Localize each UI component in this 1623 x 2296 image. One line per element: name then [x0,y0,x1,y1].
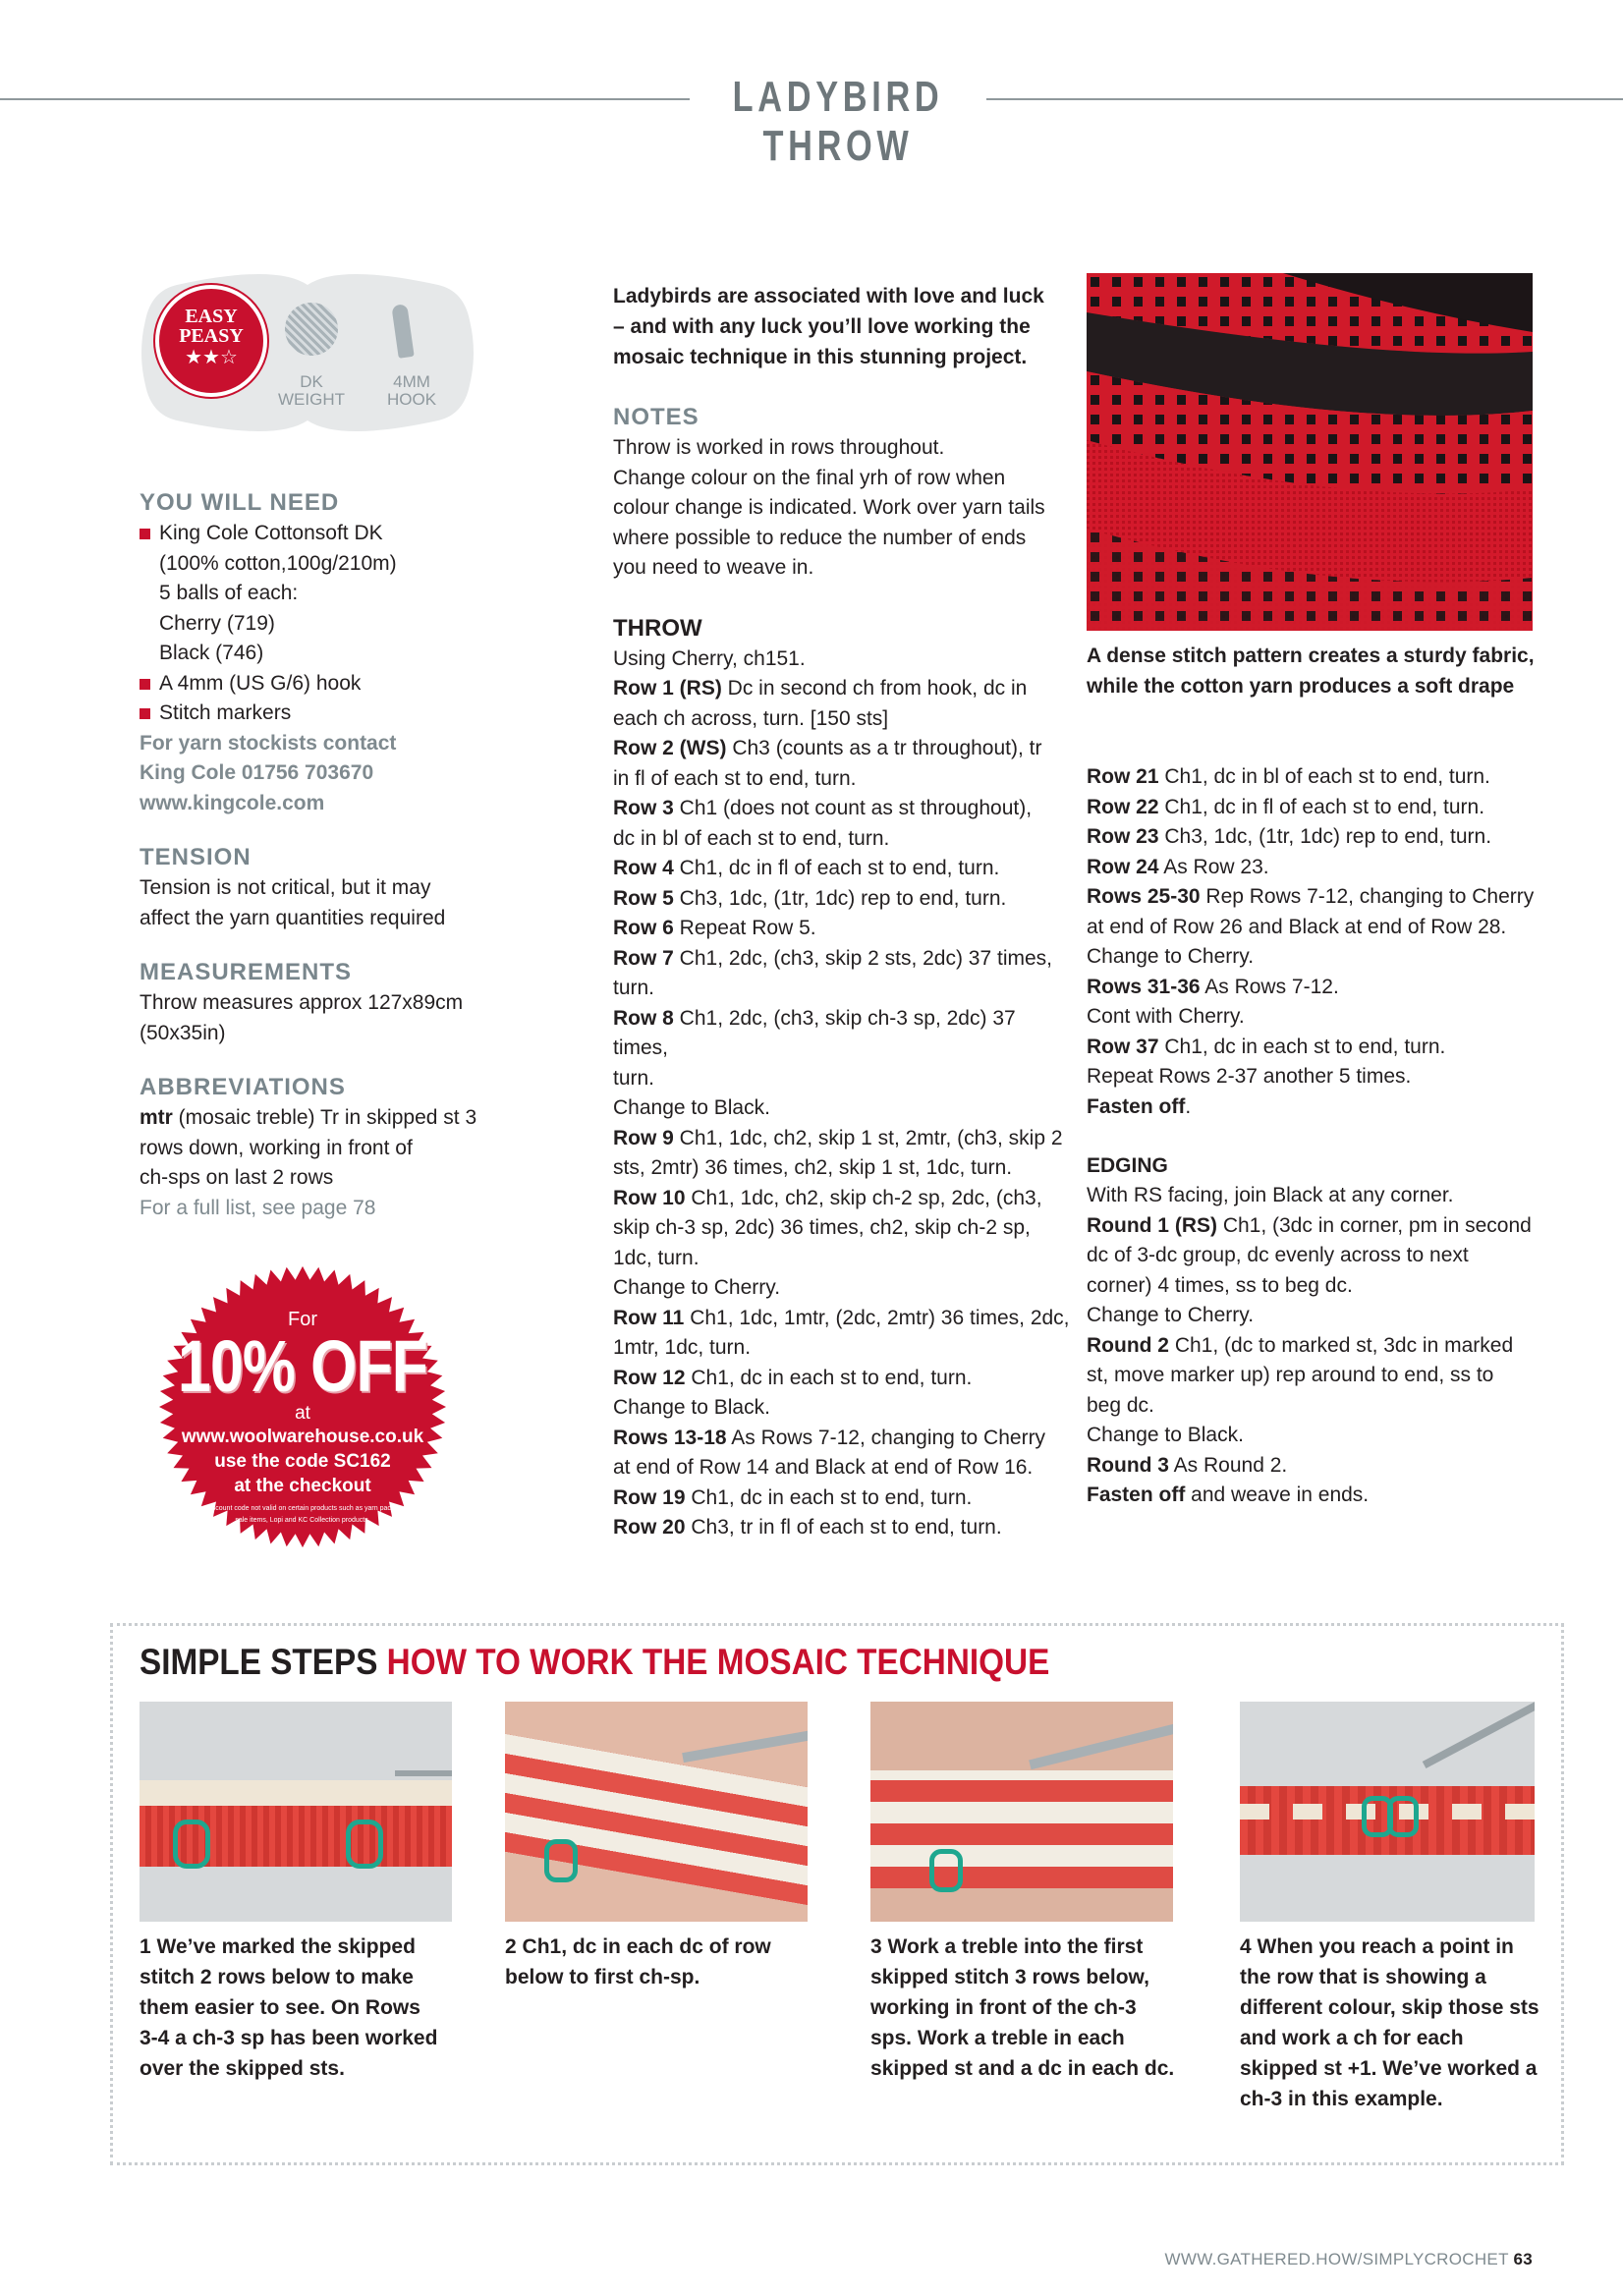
instruction-line: Change to Cherry. [1087,1304,1255,1326]
step-line: 3 Work a treble into the first [870,1935,1144,1958]
step-line: them easier to see. On Rows [140,1996,420,2019]
step-2-text [505,1932,819,1992]
instruction-line: Row 12 Ch1, dc in each st to end, turn. [613,1366,973,1389]
step-2-photo [505,1702,808,1922]
instruction-line: skip ch-3 sp, 2dc) 36 times, ch2, skip ch-2 sp, [613,1216,1031,1239]
step-line: skipped st +1. We’ve worked a [1240,2057,1538,2080]
left-column: YOU WILL NEED King Cole Cottonsoft DK (100% cotton,100g/210m) 5 balls of each: Cherry (719) Black (746) A 4mm (US G/6) hook Stitch markers For yarn stockists contact King Cole 01756 703670 www.kingcole.com TENSION Tension is not critical, but it may affect the yarn quantities required MEASUREMENTS Throw measures approx 127x89cm (50x35in) ABBREVIATIONS mtr (mosaic treble) Tr in skipped st 3 rows down, working in front of ch-sps on last 2 rows For a full list, see page 78 [140,487,532,1223]
discount-seal[interactable]: For 10% OFF at www.woolwarehouse.co.uk use the code SC162 at the checkout Discount code not valid on certain products such as yarn packs, sale items, Lopi and KC Collection products. [145,1260,460,1554]
step-line: and work a ch for each [1240,2027,1464,2049]
step-line: skipped stitch 3 rows below, [870,1966,1149,1988]
instruction-line: Change to Cherry. [1087,945,1255,968]
you-will-need-heading: YOU WILL NEED [140,489,340,516]
instruction-line: dc in bl of each st to end, turn. [613,826,890,850]
step-line: 2 Ch1, dc in each dc of row [505,1935,771,1958]
step-line: the row that is showing a [1240,1966,1486,1988]
instruction-line: Row 9 Ch1, 1dc, ch2, skip 1 st, 2mtr, (ch3, skip 2 [613,1126,1063,1149]
abbreviation-mtr: mtr (mosaic treble) Tr in skipped st 3 [140,1106,477,1129]
step-line: below to first ch-sp. [505,1966,700,1988]
instruction-line: Rows 13-18 As Rows 7-12, changing to Cherry [613,1426,1046,1449]
instruction-line: Round 1 (RS) Ch1, (3dc in corner, pm in second [1087,1213,1532,1237]
edging-instructions [1087,1181,1548,1511]
instruction-line: Row 19 Ch1, dc in each st to end, turn. [613,1485,973,1509]
step-line: over the skipped sts. [140,2057,345,2080]
notes-line: Throw is worked in rows throughout. [613,436,945,459]
stitch-marker-icon [173,1820,210,1869]
step-3-text [870,1932,1185,2084]
stitch-marker-icon [544,1839,578,1882]
instruction-line: Cont with Cherry. [1087,1005,1245,1028]
footer-url[interactable]: WWW.GATHERED.HOW/SIMPLYCROCHET [1164,2250,1509,2268]
step-3-photo [870,1702,1173,1922]
step-line: ch-3 in this example. [1240,2088,1443,2110]
step-line: 1 We’ve marked the skipped [140,1935,416,1958]
instruction-line: corner) 4 times, ss to beg dc. [1087,1273,1353,1297]
discount-headline: 10% OFF [178,1325,427,1407]
instruction-line: st, move marker up) rep around to end, ss to [1087,1364,1494,1386]
instruction-line: Row 24 As Row 23. [1087,855,1269,878]
footer [1165,2250,1534,2269]
instruction-line: Row 20 Ch3, tr in fl of each st to end, turn. [613,1516,1002,1539]
instruction-line: Rows 31-36 As Rows 7-12. [1087,975,1339,998]
weight-label: DK WEIGHT [278,372,345,409]
instruction-line: Fasten off and weave in ends. [1087,1484,1370,1506]
instruction-line: Row 22 Ch1, dc in fl of each st to end, turn. [1087,795,1485,818]
instruction-line: at end of Row 26 and Black at end of Row 28. [1087,915,1507,938]
header-rule-left [0,98,690,100]
instruction-line: Round 3 As Round 2. [1087,1453,1288,1477]
instruction-line: Row 21 Ch1, dc in bl of each st to end, turn. [1087,765,1490,788]
instruction-line: Change to Black. [1087,1424,1244,1446]
instruction-line: Row 23 Ch3, 1dc, (1tr, 1dc) rep to end, turn. [1087,825,1492,848]
stitch-marker-icon [346,1820,383,1869]
yarn-ball-icon [285,303,338,356]
instruction-line: Row 6 Repeat Row 5. [613,917,816,939]
materials-item-markers: Stitch markers [140,699,532,729]
intro-text: Ladybirds are associated with love and luck – and with any luck you’ll love working the mosaic technique in this stunning project. [613,285,1044,368]
instruction-line: Row 2 (WS) Ch3 (counts as a tr throughout), tr [613,737,1042,759]
instruction-line: Row 8 Ch1, 2dc, (ch3, skip ch-3 sp, 2dc) 37 times, [613,1006,1016,1059]
instruction-line: dc of 3-dc group, dc evenly across to next [1087,1244,1469,1266]
instruction-line: Round 2 Ch1, (dc to marked st, 3dc in marked [1087,1333,1514,1357]
instruction-line: Row 4 Ch1, dc in fl of each st to end, turn. [613,857,1000,879]
instruction-line: Row 11 Ch1, 1dc, 1mtr, (2dc, 2mtr) 36 times, 2dc, [613,1306,1070,1329]
page-title: LADYBIRD THROW [732,73,944,170]
step-number: 2 [505,1935,517,1958]
throw-photo-image [1087,273,1533,631]
step-number: 1 [140,1935,151,1958]
step-number: 3 [870,1935,882,1958]
instruction-line: turn. [613,977,655,999]
difficulty-stars: ★★☆ [185,347,238,368]
instruction-line: Change to Cherry. [613,1276,781,1299]
notes-line: you need to weave in. [613,556,814,579]
stockist-link[interactable]: www.kingcole.com [140,791,325,814]
step-number: 4 [1240,1935,1252,1958]
tension-heading: TENSION [140,844,252,870]
instruction-line: 1mtr, 1dc, turn. [613,1336,752,1359]
instruction-line: Rows 25-30 Rep Rows 7-12, changing to Cherry [1087,885,1535,908]
middle-column [613,281,1071,1543]
page-number: 63 [1513,2250,1533,2268]
hook-label: 4MM HOOK [386,372,437,409]
materials-item-yarn: King Cole Cottonsoft DK [140,519,532,549]
instruction-line: Row 10 Ch1, 1dc, ch2, skip ch-2 sp, 2dc, (ch3, [613,1186,1042,1209]
step-1-photo [140,1702,452,1922]
discount-url[interactable]: www.woolwarehouse.co.uk [181,1427,424,1447]
step-4-text [1240,1932,1554,2114]
instruction-line: Row 5 Ch3, 1dc, (1tr, 1dc) rep to end, turn. [613,886,1007,910]
instruction-line: Row 37 Ch1, dc in each st to end, turn. [1087,1035,1446,1058]
materials-item-hook: A 4mm (US G/6) hook [140,669,532,700]
instruction-line: Row 7 Ch1, 2dc, (ch3, skip 2 sts, 2dc) 37 times, [613,946,1053,970]
instruction-line: at end of Row 14 and Black at end of Row 16. [613,1456,1034,1479]
instruction-line: turn. [613,1066,655,1090]
step-1-text [140,1932,454,2084]
throw-photo [1087,273,1533,631]
instruction-line: With RS facing, join Black at any corner. [1087,1184,1454,1206]
notes-heading: NOTES [613,404,700,430]
notes-line: where possible to reduce the number of ends [613,526,1027,549]
abbreviations-link[interactable]: For a full list, see page 78 [140,1196,376,1219]
step-line: 4 When you reach a point in [1240,1935,1514,1958]
notes-line: colour change is indicated. Work over yarn tails [613,496,1045,519]
step-line: working in front of the ch-3 [870,1996,1137,2019]
notes-line: Change colour on the final yrh of row when [613,466,1006,489]
step-line: 3-4 a ch-3 sp has been worked [140,2027,438,2049]
instruction-line: Fasten off. [1087,1094,1192,1118]
edging-heading: EDGING [1087,1154,1168,1177]
step-line: skipped st and a dc in each dc. [870,2057,1175,2080]
instruction-line: Using Cherry, ch151. [613,646,806,670]
easy-peasy-seal: EASY PEASY ★★☆ [155,285,267,397]
measurements-heading: MEASUREMENTS [140,959,353,985]
instruction-line: Repeat Rows 2-37 another 5 times. [1087,1065,1412,1088]
instruction-line: Row 1 (RS) Dc in second ch from hook, dc in [613,677,1028,700]
instruction-line: Row 3 Ch1 (does not count as st throughout), [613,797,1033,819]
instruction-line: in fl of each st to end, turn. [613,766,857,790]
abbreviations-heading: ABBREVIATIONS [140,1074,346,1100]
step-4-photo [1240,1702,1535,1922]
photo-caption: A dense stitch pattern creates a sturdy fabric, while the cotton yarn produces a soft drape [1087,644,1535,698]
notes-text [613,433,1071,584]
instruction-line: sts, 2mtr) 36 times, ch2, skip 1 st, 1dc, turn. [613,1156,1013,1179]
instruction-line: 1dc, turn. [613,1246,700,1269]
step-line: stitch 2 rows below to make [140,1966,414,1988]
instruction-line: Change to Black. [613,1096,770,1119]
stitch-marker-icon [929,1849,963,1892]
stockist-text: For yarn stockists contact [140,731,397,755]
instruction-line: each ch across, turn. [150 sts] [613,706,889,730]
step-line: different colour, skip those sts [1240,1996,1539,2019]
throw-heading: THROW [613,614,702,642]
step-line: sps. Work a treble in each [870,2027,1125,2049]
throw-instructions [613,644,1071,1543]
header-rule-right [986,98,1623,100]
stitch-marker-icon [1387,1796,1419,1837]
instruction-line: beg dc. [1087,1393,1154,1417]
difficulty-badge [138,271,477,434]
right-column [1087,762,1548,1511]
throw-instructions-continued [1087,762,1548,1122]
instruction-line: Change to Black. [613,1396,770,1419]
simple-steps-title: SIMPLE STEPS HOW TO WORK THE MOSAIC TECHNIQUE [140,1642,1050,1682]
